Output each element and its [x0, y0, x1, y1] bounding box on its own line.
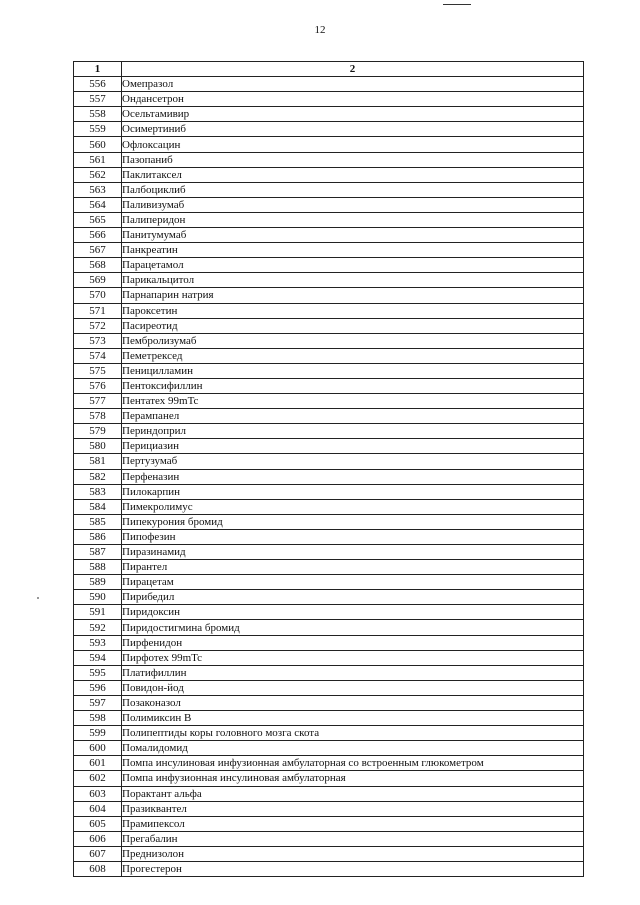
table-row [74, 680, 584, 695]
row-number: 602 [74, 771, 122, 786]
table-row [74, 77, 584, 92]
row-number: 564 [74, 197, 122, 212]
drug-name: Празиквантел [122, 801, 584, 816]
table-row [74, 333, 584, 348]
row-number: 605 [74, 816, 122, 831]
drug-name: Осимертиниб [122, 122, 584, 137]
table-row [74, 786, 584, 801]
table-row [74, 469, 584, 484]
row-number: 595 [74, 665, 122, 680]
row-number: 599 [74, 726, 122, 741]
drug-name: Парацетамол [122, 258, 584, 273]
table-row [74, 529, 584, 544]
table-row [74, 499, 584, 514]
drug-name: Пасиреотид [122, 318, 584, 333]
row-number: 579 [74, 424, 122, 439]
drug-name: Прегабалин [122, 831, 584, 846]
row-number: 598 [74, 711, 122, 726]
table-row [74, 318, 584, 333]
scan-mark-top [443, 4, 471, 5]
table-row [74, 514, 584, 529]
table-row [74, 711, 584, 726]
row-number: 565 [74, 212, 122, 227]
row-number: 563 [74, 182, 122, 197]
table-row [74, 484, 584, 499]
drug-name: Пентоксифиллин [122, 378, 584, 393]
drug-name: Помпа инсулиновая инфузионная амбулаторная со встроенным глюкометром [122, 756, 584, 771]
page-number: 12 [314, 24, 326, 36]
row-number: 577 [74, 394, 122, 409]
table-row [74, 650, 584, 665]
drug-name: Пирфотех 99mTc [122, 650, 584, 665]
table-row [74, 816, 584, 831]
table-row [74, 152, 584, 167]
table-row [74, 122, 584, 137]
drug-name: Пипофезин [122, 529, 584, 544]
table-row [74, 424, 584, 439]
row-number: 582 [74, 469, 122, 484]
table-row [74, 378, 584, 393]
drug-name: Повидон-йод [122, 680, 584, 695]
drug-name: Пембролизумаб [122, 333, 584, 348]
table-row [74, 348, 584, 363]
row-number: 571 [74, 303, 122, 318]
row-number: 603 [74, 786, 122, 801]
row-number: 583 [74, 484, 122, 499]
row-number: 590 [74, 590, 122, 605]
row-number: 568 [74, 258, 122, 273]
table-row [74, 861, 584, 876]
table-row [74, 394, 584, 409]
table-row [74, 92, 584, 107]
drug-table [73, 61, 584, 877]
drug-name: Паклитаксел [122, 167, 584, 182]
row-number: 594 [74, 650, 122, 665]
table-row [74, 212, 584, 227]
scan-dot [37, 597, 39, 599]
drug-name: Позаконазол [122, 695, 584, 710]
row-number: 569 [74, 273, 122, 288]
drug-name: Панкреатин [122, 243, 584, 258]
table-row [74, 575, 584, 590]
table-row [74, 560, 584, 575]
row-number: 607 [74, 846, 122, 861]
row-number: 597 [74, 695, 122, 710]
table-row [74, 605, 584, 620]
drug-name: Периндоприл [122, 424, 584, 439]
row-number: 573 [74, 333, 122, 348]
drug-name: Полипептиды коры головного мозга скота [122, 726, 584, 741]
table-row [74, 741, 584, 756]
row-number: 576 [74, 378, 122, 393]
table-row [74, 258, 584, 273]
row-number: 589 [74, 575, 122, 590]
drug-name: Перфеназин [122, 469, 584, 484]
table-row [74, 243, 584, 258]
drug-name: Пентатех 99mTc [122, 394, 584, 409]
row-number: 562 [74, 167, 122, 182]
table-row [74, 635, 584, 650]
row-number: 567 [74, 243, 122, 258]
drug-name: Перампанел [122, 409, 584, 424]
drug-name: Пеницилламин [122, 363, 584, 378]
drug-name: Ондансетрон [122, 92, 584, 107]
drug-name: Палиперидон [122, 212, 584, 227]
drug-name: Перициазин [122, 439, 584, 454]
drug-name: Пирфенидон [122, 635, 584, 650]
drug-name: Помпа инфузионная инсулиновая амбулаторная [122, 771, 584, 786]
table-row [74, 137, 584, 152]
drug-name: Помалидомид [122, 741, 584, 756]
row-number: 566 [74, 228, 122, 243]
table-row [74, 107, 584, 122]
drug-name: Порактант альфа [122, 786, 584, 801]
row-number: 587 [74, 545, 122, 560]
row-number: 596 [74, 680, 122, 695]
drug-name: Пипекурония бромид [122, 514, 584, 529]
row-number: 608 [74, 861, 122, 876]
drug-name: Пирибедил [122, 590, 584, 605]
drug-name: Палбоциклиб [122, 182, 584, 197]
row-number: 561 [74, 152, 122, 167]
row-number: 591 [74, 605, 122, 620]
table-row [74, 363, 584, 378]
table-row [74, 620, 584, 635]
table-row [74, 409, 584, 424]
table-row [74, 197, 584, 212]
row-number: 556 [74, 77, 122, 92]
drug-name: Платифиллин [122, 665, 584, 680]
row-number: 592 [74, 620, 122, 635]
drug-name: Прамипексол [122, 816, 584, 831]
row-number: 601 [74, 756, 122, 771]
drug-name: Пиразинамид [122, 545, 584, 560]
table-row [74, 590, 584, 605]
drug-name: Омепразол [122, 77, 584, 92]
column-header-name: 2 [122, 62, 584, 77]
row-number: 588 [74, 560, 122, 575]
table-row [74, 695, 584, 710]
row-number: 575 [74, 363, 122, 378]
table-row [74, 846, 584, 861]
drug-name: Парнапарин натрия [122, 288, 584, 303]
row-number: 604 [74, 801, 122, 816]
table-row [74, 756, 584, 771]
drug-name: Офлоксацин [122, 137, 584, 152]
row-number: 557 [74, 92, 122, 107]
drug-name: Прогестерон [122, 861, 584, 876]
table-row [74, 439, 584, 454]
row-number: 559 [74, 122, 122, 137]
table-row [74, 771, 584, 786]
drug-name: Панитумумаб [122, 228, 584, 243]
row-number: 581 [74, 454, 122, 469]
drug-name: Пароксетин [122, 303, 584, 318]
drug-name: Пирантел [122, 560, 584, 575]
row-number: 574 [74, 348, 122, 363]
drug-name: Преднизолон [122, 846, 584, 861]
table-row [74, 167, 584, 182]
table-row [74, 182, 584, 197]
drug-name: Парикальцитол [122, 273, 584, 288]
table-row [74, 273, 584, 288]
table-row [74, 288, 584, 303]
row-number: 585 [74, 514, 122, 529]
row-number: 600 [74, 741, 122, 756]
row-number: 606 [74, 831, 122, 846]
drug-name: Пирацетам [122, 575, 584, 590]
drug-name: Осельтамивир [122, 107, 584, 122]
row-number: 586 [74, 529, 122, 544]
table-row [74, 665, 584, 680]
drug-name: Пиридоксин [122, 605, 584, 620]
row-number: 572 [74, 318, 122, 333]
row-number: 584 [74, 499, 122, 514]
table-row [74, 228, 584, 243]
row-number: 570 [74, 288, 122, 303]
row-number: 560 [74, 137, 122, 152]
table-row [74, 545, 584, 560]
drug-name: Пертузумаб [122, 454, 584, 469]
drug-name: Полимиксин В [122, 711, 584, 726]
row-number: 593 [74, 635, 122, 650]
drug-name: Пеметрексед [122, 348, 584, 363]
table-header-row [74, 62, 584, 77]
drug-name: Пазопаниб [122, 152, 584, 167]
table-row [74, 726, 584, 741]
table-row [74, 831, 584, 846]
table-row [74, 454, 584, 469]
row-number: 578 [74, 409, 122, 424]
drug-name: Паливизумаб [122, 197, 584, 212]
table-row [74, 801, 584, 816]
row-number: 558 [74, 107, 122, 122]
drug-name: Пимекролимус [122, 499, 584, 514]
row-number: 580 [74, 439, 122, 454]
table-row [74, 303, 584, 318]
drug-name: Пилокарпин [122, 484, 584, 499]
table-body [74, 77, 584, 877]
drug-name: Пиридостигмина бромид [122, 620, 584, 635]
column-header-number: 1 [74, 62, 122, 77]
